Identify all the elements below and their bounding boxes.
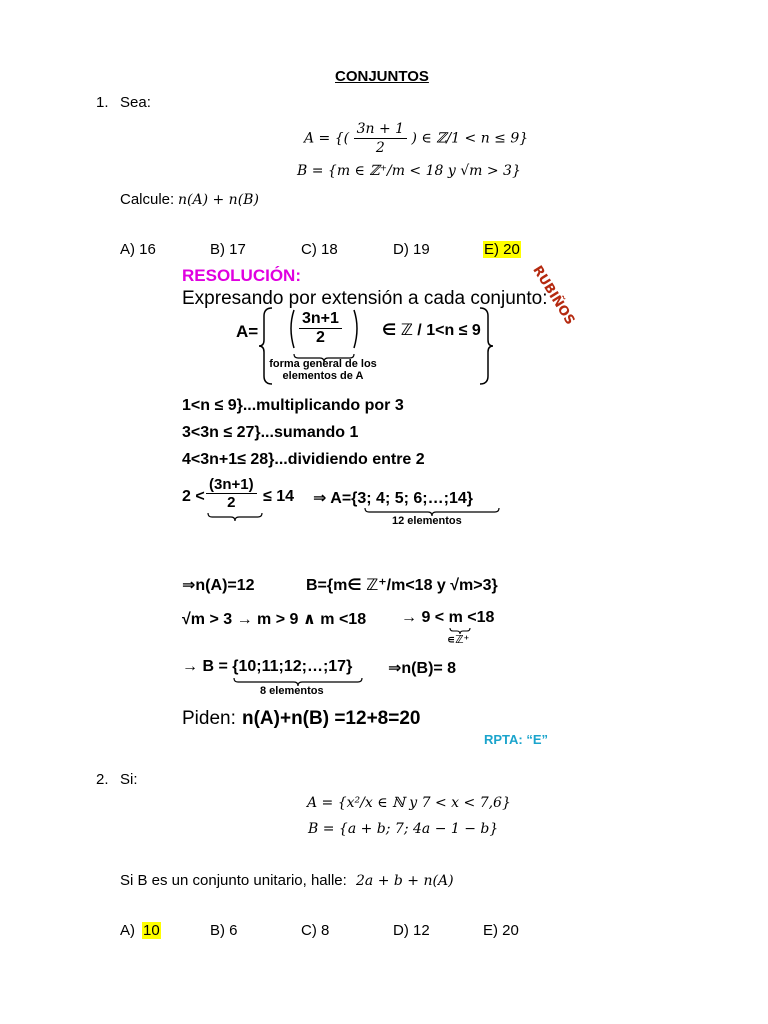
question-1-number: 1. [96,94,109,111]
res-step-4-result: ⇒ A={3; 4; 5; 6;…;14} [313,490,473,507]
q1-option-c: C) 18 [301,241,338,258]
q1-set-a-fraction [354,120,407,157]
q1-option-a: A) 16 [120,241,156,258]
q2-option-c: C) 8 [301,922,330,939]
res-set-a-note: forma general de los elementos de A [269,358,377,382]
res-step-2: 3<3n ≤ 27}...sumando 1 [182,424,359,441]
rubinos-logo: RUBIÑOS [529,263,578,328]
res-set-a-denominator: 2 [316,329,325,346]
question-1-lead: Sea: [120,94,151,111]
res-answer: RPTA: “E” [484,732,549,747]
q1-set-a-numerator: 3n + 1 [354,120,407,139]
resolution-heading: RESOLUCIÓN: [182,266,301,285]
q2-prompt-expr: 2a + b + n(A) [356,873,454,889]
q2-option-b: B) 6 [210,922,238,939]
res-set-b-def: B={m∈ ℤ⁺/m<18 y √m>3} [306,577,498,594]
q1-option-d: D) 19 [393,241,430,258]
q1-set-a-lhs: A = {( [304,130,350,147]
res-set-a-left: A= [236,322,259,341]
res-step-4-note: 12 elementos [392,515,462,527]
q1-option-e: E) 20 [484,241,520,258]
q2-option-d: D) 12 [393,922,430,939]
res-step-4-right: ≤ 14 [263,488,295,505]
q1-set-a [304,120,528,157]
res-step-4-left: 2 < [182,488,205,505]
q1-option-b: B) 17 [210,241,246,258]
q2-set-a: A = {x²/x ∈ ℕ y 7 < x < 7,6} [307,795,511,811]
res-nb: ⇒n(B)= 8 [388,660,457,677]
res-piden-expr: n(A)+n(B) =12+8=20 [242,708,421,729]
res-inequality: → 9 < m <18 [401,609,495,626]
question-2-lead: Si: [120,771,138,788]
q2-set-b: B = {a + b; 7; 4a − 1 − b} [308,821,499,837]
resolution-subtitle: Expresando por extensión a cada conjunto: [182,288,548,309]
res-set-a-numerator: 3n+1 [299,310,342,329]
res-step-3: 4<3n+1≤ 28}...dividiendo entre 2 [182,451,425,468]
q2-prompt-label: Si B es un conjunto unitario, halle: [120,872,347,889]
res-sqrt-line: √m > 3 → m > 9 ∧ m <18 [182,611,367,628]
res-na: ⇒n(A)=12 [182,577,255,594]
question-2-number: 2. [96,771,109,788]
res-step-4-fraction [206,476,257,511]
q1-calc-expr: n(A) + n(B) [178,192,259,208]
res-step-4-denominator: 2 [227,494,236,511]
q1-set-b: B = {m ∈ ℤ⁺/m < 18 y √m > 3} [297,163,521,179]
res-step-4-brace [206,512,264,522]
q2-option-e: E) 20 [483,922,519,939]
res-step-1: 1<n ≤ 9}...multiplicando por 3 [182,397,404,414]
res-set-a-right: ∈ ℤ / 1<n ≤ 9 [382,322,481,339]
res-inequality-note: ∊ℤ⁺ [447,634,470,646]
res-step-4-numerator: (3n+1) [206,476,257,494]
q1-set-a-rhs: ) ∈ ℤ/1 < n ≤ 9} [411,130,529,147]
q2-option-a-label: A) [120,922,135,939]
res-set-b-note: 8 elementos [260,685,324,697]
q1-set-a-denominator: 2 [375,140,385,156]
res-set-b-ext: → B = {10;11;12;…;17} [182,658,353,675]
res-set-a-fraction [299,310,342,347]
res-piden-label: Piden: [182,708,236,729]
q1-calc-label: Calcule: [120,191,175,208]
q2-option-a-value: 10 [143,922,160,939]
page-title: CONJUNTOS [335,68,429,85]
